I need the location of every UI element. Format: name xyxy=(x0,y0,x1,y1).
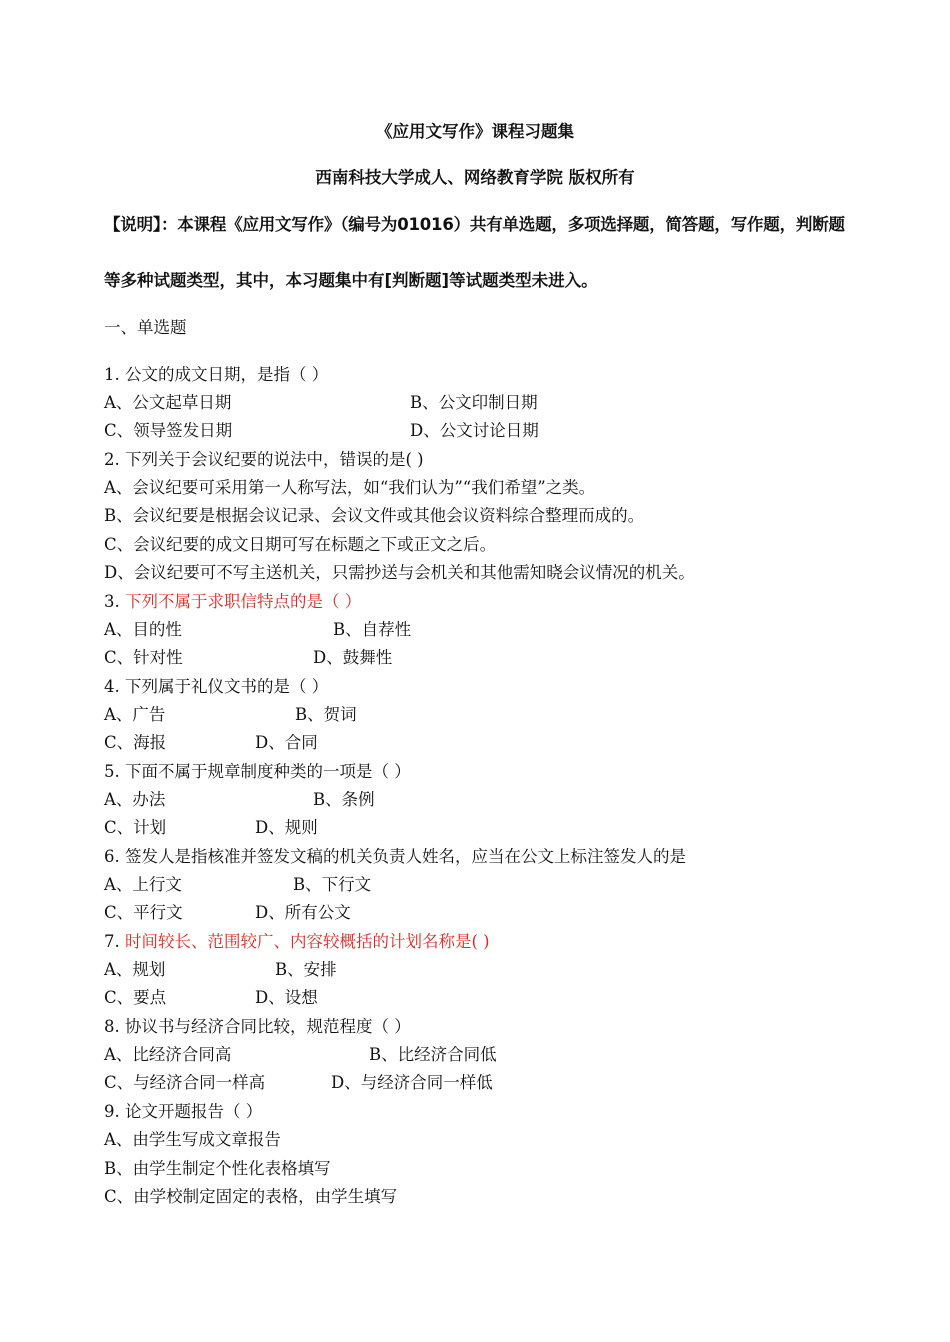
note-line-1: 【说明】：本课程《应用文写作》（编号为01016）共有单选题，多项选择题，简答题，写作题，判断题 xyxy=(104,215,845,234)
question-number: 3. xyxy=(104,592,125,611)
option-a: A、办法 xyxy=(104,790,166,809)
option-a: A、比经济合同高 xyxy=(104,1045,232,1064)
option-b: B、贺词 xyxy=(295,705,357,724)
option-c: C、与经济合同一样高 xyxy=(104,1073,266,1092)
option-d: D、会议纪要可不写主送机关，只需抄送与会机关和其他需知晓会议情况的机关。 xyxy=(104,563,695,582)
option-a: A、目的性 xyxy=(104,620,182,639)
option-d: D、公文讨论日期 xyxy=(410,421,539,440)
option-c: C、领导签发日期 xyxy=(104,421,233,440)
question-stem: 6. 签发人是指核准并签发文稿的机关负责人姓名，应当在公文上标注签发人的是 xyxy=(104,847,686,866)
option-c: C、平行文 xyxy=(104,903,183,922)
option-c: C、针对性 xyxy=(104,648,183,667)
option-a: A、由学生写成文章报告 xyxy=(104,1130,281,1149)
option-a: A、广告 xyxy=(104,705,166,724)
question-stem: 9. 论文开题报告（ ） xyxy=(104,1102,263,1121)
question-stem: 2. 下列关于会议纪要的说法中，错误的是( ) xyxy=(104,450,424,469)
option-c: C、计划 xyxy=(104,818,167,837)
option-b: B、会议纪要是根据会议记录、会议文件或其他会议资料综合整理而成的。 xyxy=(104,506,645,525)
question-stem xyxy=(104,592,361,612)
option-c: C、要点 xyxy=(104,988,167,1007)
option-d: D、设想 xyxy=(255,988,318,1007)
option-c: C、会议纪要的成文日期可写在标题之下或正文之后。 xyxy=(104,535,497,554)
document-title: 《应用文写作》课程习题集 xyxy=(376,122,574,141)
option-b: B、下行文 xyxy=(293,875,372,894)
option-d: D、所有公文 xyxy=(255,903,351,922)
option-c: C、海报 xyxy=(104,733,167,752)
option-d: D、与经济合同一样低 xyxy=(331,1073,493,1092)
question-stem: 8. 协议书与经济合同比较，规范程度（ ） xyxy=(104,1017,411,1036)
option-b: B、公文印制日期 xyxy=(410,393,538,412)
question-stem xyxy=(104,932,490,952)
option-a: A、会议纪要可采用第一人称写法，如“我们认为”“我们希望”之类。 xyxy=(104,478,596,497)
option-b: B、条例 xyxy=(313,790,375,809)
document-subtitle: 西南科技大学成人、网络教育学院 版权所有 xyxy=(315,168,635,187)
question-number: 7. xyxy=(104,932,125,951)
option-b: B、安排 xyxy=(275,960,337,979)
option-d: D、鼓舞性 xyxy=(313,648,393,667)
highlighted-stem-text: 下列不属于求职信特点的是（ ） xyxy=(125,592,362,611)
option-b: B、自荐性 xyxy=(333,620,412,639)
option-d: D、合同 xyxy=(255,733,318,752)
question-stem: 5. 下面不属于规章制度种类的一项是（ ） xyxy=(104,762,411,781)
question-stem: 1. 公文的成文日期，是指（ ） xyxy=(104,365,329,384)
option-d: D、规则 xyxy=(255,818,318,837)
option-b: B、比经济合同低 xyxy=(369,1045,497,1064)
option-a: A、公文起草日期 xyxy=(104,393,232,412)
note-line-2: 等多种试题类型，其中，本习题集中有[判断题]等试题类型未进入。 xyxy=(104,271,598,290)
option-a: A、上行文 xyxy=(104,875,182,894)
option-a: A、规划 xyxy=(104,960,166,979)
section-heading: 一、单选题 xyxy=(104,318,187,337)
highlighted-stem-text: 时间较长、范围较广、内容较概括的计划名称是( ) xyxy=(125,932,490,951)
option-b: B、由学生制定个性化表格填写 xyxy=(104,1159,331,1178)
option-c: C、由学校制定固定的表格，由学生填写 xyxy=(104,1187,398,1206)
question-stem: 4. 下列属于礼仪文书的是（ ） xyxy=(104,677,329,696)
